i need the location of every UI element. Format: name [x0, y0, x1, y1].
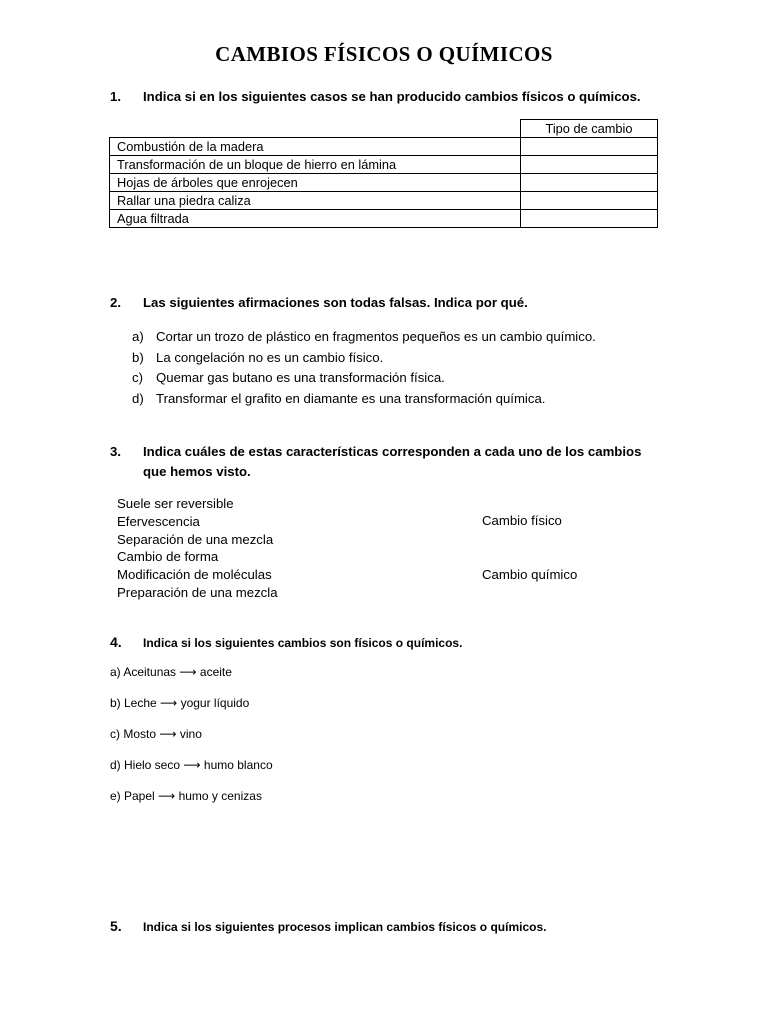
question-2-heading — [110, 293, 528, 313]
list-item: Cambio de forma — [117, 549, 219, 565]
list-item: e) Papel ⟶ humo y cenizas — [110, 789, 262, 803]
list-item: Efervescencia — [117, 513, 200, 529]
list-item-text: Quemar gas butano es una transformación física. — [156, 370, 445, 385]
table-header-row — [110, 120, 658, 138]
question-2-number: 2. — [110, 295, 121, 310]
table-header-tipo: Tipo de cambio — [521, 120, 658, 138]
table-cell-case: Hojas de árboles que enrojecen — [110, 174, 521, 192]
table-row — [110, 138, 658, 156]
list-item — [132, 368, 596, 389]
question-1-number: 1. — [110, 89, 121, 104]
table-cell-answer[interactable] — [521, 138, 658, 156]
table-cell-answer[interactable] — [521, 192, 658, 210]
list-item-text: Cortar un trozo de plástico en fragmentos pequeños es un cambio químico. — [156, 329, 596, 344]
question-2-text: Las siguientes afirmaciones son todas falsas. Indica por qué. — [143, 295, 528, 310]
question-3-heading — [110, 442, 641, 482]
list-item: d) Hielo seco ⟶ humo blanco — [110, 758, 273, 772]
question-2-list — [132, 327, 596, 409]
list-item: Separación de una mezcla — [117, 531, 274, 547]
list-item-label: c) — [132, 370, 143, 385]
list-item-label: a) — [132, 329, 144, 344]
table-row — [110, 192, 658, 210]
list-item — [132, 389, 596, 410]
table-cell-case: Agua filtrada — [110, 210, 521, 228]
question-4-heading — [110, 632, 462, 653]
list-item: a) Aceitunas ⟶ aceite — [110, 665, 232, 679]
table-row — [110, 156, 658, 174]
question-1-text: Indica si en los siguientes casos se han producido cambios físicos o químicos. — [143, 89, 641, 104]
category-chemical: Cambio químico — [482, 567, 578, 582]
change-type-table — [109, 119, 658, 228]
characteristics-list — [117, 495, 278, 602]
question-4-number: 4. — [110, 634, 122, 650]
question-3-number: 3. — [110, 444, 121, 459]
table-row — [110, 174, 658, 192]
list-item: Suele ser reversible — [117, 496, 234, 511]
list-item: c) Mosto ⟶ vino — [110, 727, 202, 741]
question-1-heading — [110, 87, 641, 107]
table-cell-case: Transformación de un bloque de hierro en lámina — [110, 156, 521, 174]
table-cell-case: Rallar una piedra caliza — [110, 192, 521, 210]
table-header-empty — [110, 120, 521, 138]
list-item-text: La congelación no es un cambio físico. — [156, 349, 384, 365]
question-5-number: 5. — [110, 918, 122, 934]
question-3-text-line2: que hemos visto. — [143, 464, 251, 479]
list-item — [132, 348, 596, 369]
table-cell-answer[interactable] — [521, 156, 658, 174]
table-row — [110, 210, 658, 228]
category-physical: Cambio físico — [482, 513, 562, 528]
list-item-label: d) — [132, 390, 144, 406]
question-4-text: Indica si los siguientes cambios son físicos o químicos. — [143, 636, 463, 650]
list-item: Preparación de una mezcla — [117, 584, 278, 600]
question-5-text: Indica si los siguientes procesos implican cambios físicos o químicos. — [143, 920, 547, 934]
page-title: CAMBIOS FÍSICOS O QUÍMICOS — [215, 42, 553, 66]
list-item-text: Transformar el grafito en diamante es una transformación química. — [156, 390, 546, 406]
question-3-text-line1: Indica cuáles de estas características corresponden a cada uno de los cambios — [143, 444, 642, 459]
list-item-label: b) — [132, 349, 144, 365]
list-item: b) Leche ⟶ yogur líquido — [110, 696, 250, 710]
list-item — [132, 327, 596, 348]
table-cell-answer[interactable] — [521, 210, 658, 228]
table-cell-case: Combustión de la madera — [110, 138, 521, 156]
question-5-heading — [110, 916, 546, 937]
list-item: Modificación de moléculas — [117, 567, 272, 583]
table-cell-answer[interactable] — [521, 174, 658, 192]
